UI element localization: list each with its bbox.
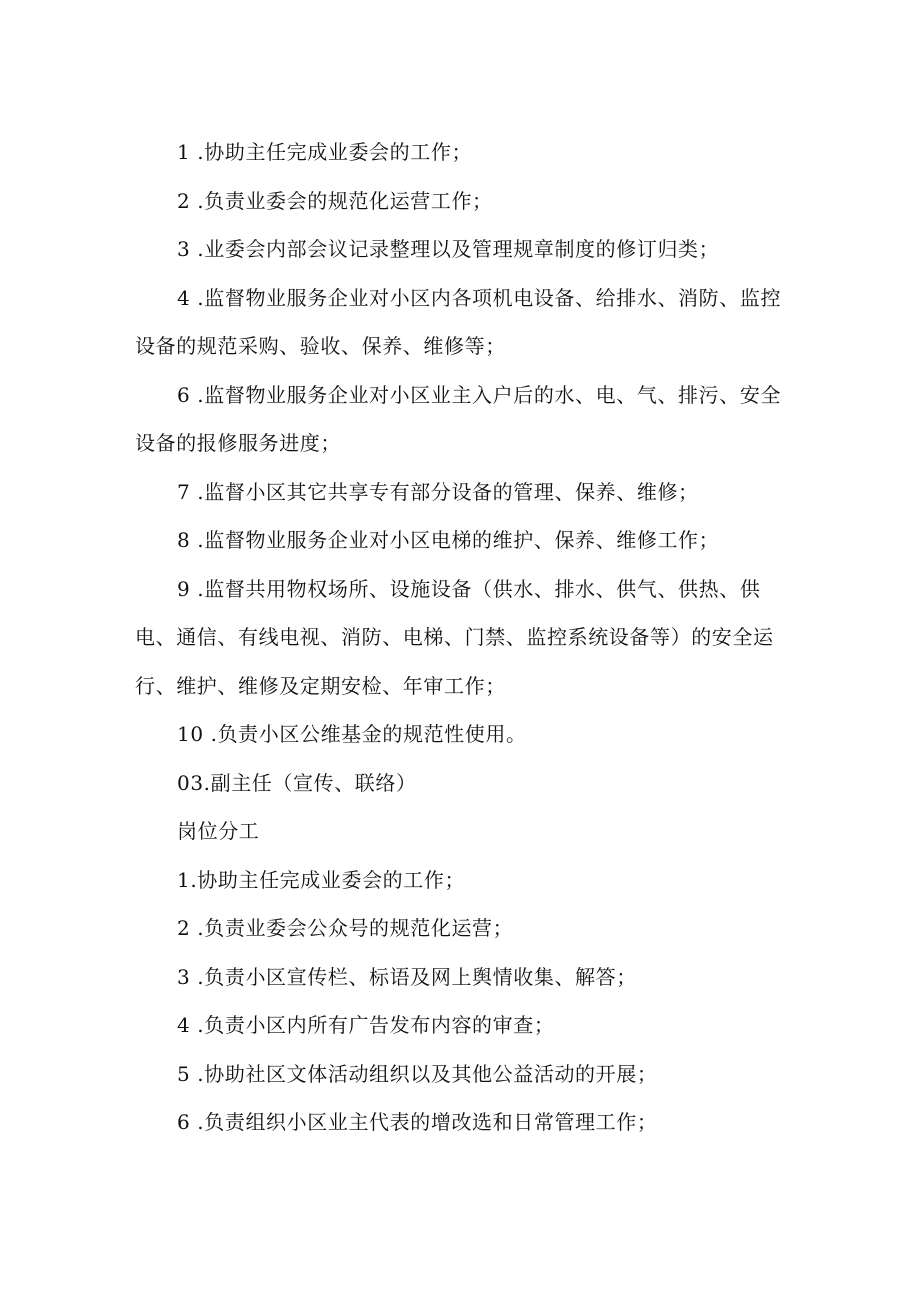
paragraph-8: 8 .监督物业服务企业对小区电梯的维护、保养、维修工作； xyxy=(177,528,720,552)
paragraph-10: 10 .负责小区公维基金的规范性使用。 xyxy=(177,722,527,746)
duty-item-6: 6 .负责组织小区业主代表的增改选和日常管理工作； xyxy=(177,1110,658,1134)
document-body xyxy=(135,128,795,1147)
paragraph-1: 1 .协助主任完成业委会的工作； xyxy=(177,140,473,164)
subheading-duties: 岗位分工 xyxy=(177,819,260,843)
paragraph-9: 9 .监督共用物权场所、设施设备（供水、排水、供气、供热、供电、通信、有线电视、消防、电梯、门禁、监控系统设备等）的安全运行、维护、维修及定期安检、年审工作； xyxy=(135,576,774,698)
paragraph-7: 7 .监督小区其它共享专有部分设备的管理、保养、维修； xyxy=(177,479,699,504)
duty-item-1: 1.协助主任完成业委会的工作； xyxy=(177,867,466,892)
duty-item-5: 5 .协助社区文体活动组织以及其他公益活动的开展； xyxy=(177,1061,658,1086)
section-heading-vice-director: 03.副主任（宣传、联络） xyxy=(177,770,417,795)
paragraph-3: 3 .业委会内部会议记录整理以及管理规章制度的修订归类； xyxy=(177,237,720,261)
paragraph-4: 4 .监督物业服务企业对小区内各项机电设备、给排水、消防、监控设备的规范采购、验收、保养、维修等； xyxy=(135,285,782,358)
duty-item-4: 4 .负责小区内所有广告发布内容的审查； xyxy=(177,1013,555,1037)
duty-item-2: 2 .负责业委会公众号的规范化运营； xyxy=(177,916,514,940)
paragraph-6: 6 .监督物业服务企业对小区业主入户后的水、电、气、排污、安全设备的报修服务进度； xyxy=(135,382,782,455)
duty-item-3: 3 .负责小区宣传栏、标语及网上舆情收集、解答； xyxy=(177,964,637,989)
paragraph-2: 2 .负责业委会的规范化运营工作； xyxy=(177,188,493,213)
